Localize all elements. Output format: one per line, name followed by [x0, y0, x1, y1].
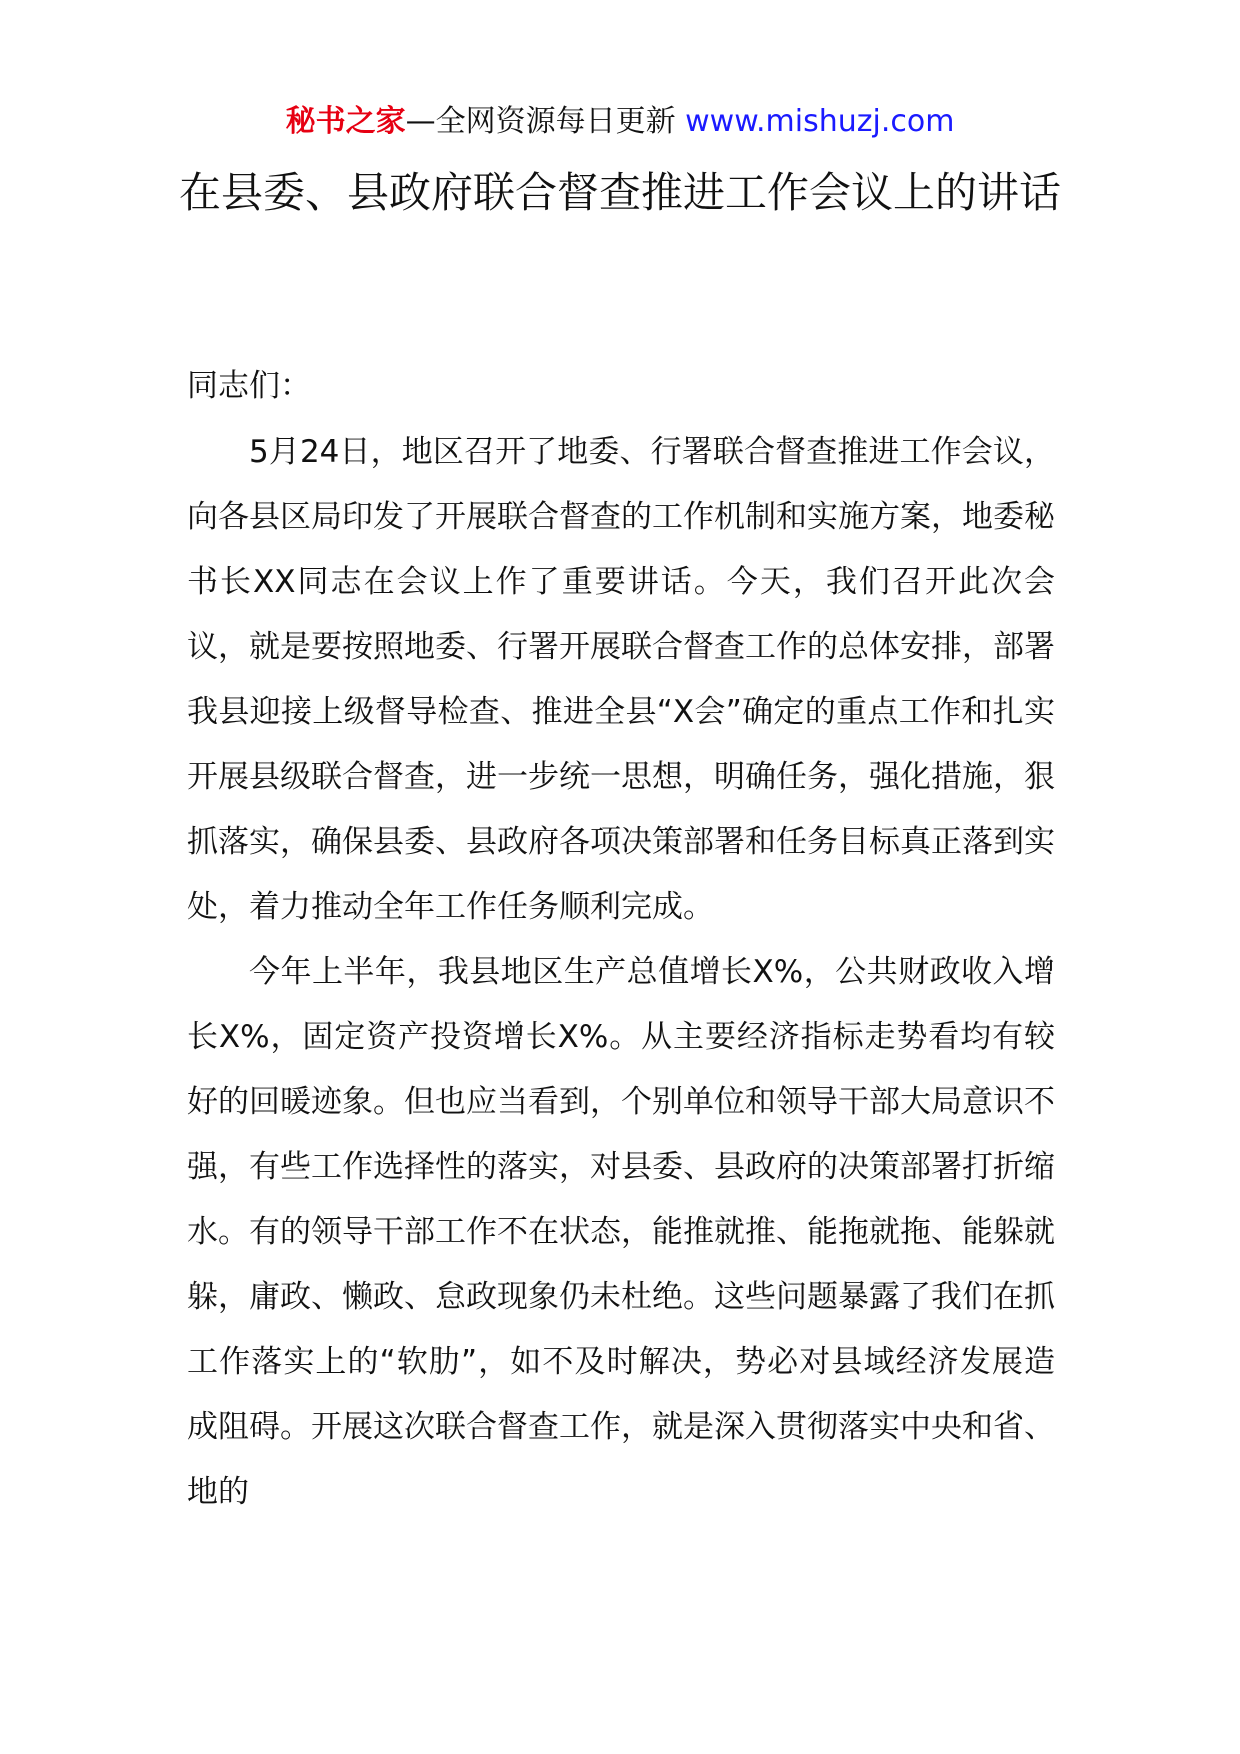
- site-url-link[interactable]: www.mishuzj.com: [685, 104, 955, 139]
- site-header: [0, 100, 1240, 144]
- document-body: [187, 420, 1055, 1525]
- brand-name: 秘书之家: [285, 104, 406, 139]
- document-title: 在县委、县政府联合督查推进工作会议上的讲话: [178, 168, 1061, 217]
- salutation: 同志们：: [187, 368, 311, 404]
- header-tagline: —全网资源每日更新: [405, 104, 676, 139]
- paragraph-2: 今年上半年，我县地区生产总值增长X%，公共财政收入增长X%，固定资产投资增长X%。从主要经济指标走势看均有较好的回暖迹象。但也应当看到，个别单位和领导干部大局意识不强，有些工作选择性的落实，对县委、县政府的决策部署打折缩水。有的领导干部工作不在状态，能推就推、能拖就拖、能躲就躲，庸政、懒政、怠政现象仍未杜绝。这些问题暴露了我们在抓工作落实上的“软肋”，如不及时解决，势必对县域经济发展造成阻碍。开展这次联合督查工作，就是深入贯彻落实中央和省、地的: [187, 954, 1055, 1510]
- paragraph-1: 5月24日，地区召开了地委、行署联合督查推进工作会议，向各县区局印发了开展联合督查的工作机制和实施方案，地委秘书长XX同志在会议上作了重要讲话。今天，我们召开此次会议，就是要按照地委、行署开展联合督查工作的总体安排，部署我县迎接上级督导检查、推进全县“X会”确定的重点工作和扎实开展县级联合督查，进一步统一思想，明确任务，强化措施，狠抓落实，确保县委、县政府各项决策部署和任务目标真正落到实处，着力推动全年工作任务顺利完成。: [187, 434, 1055, 925]
